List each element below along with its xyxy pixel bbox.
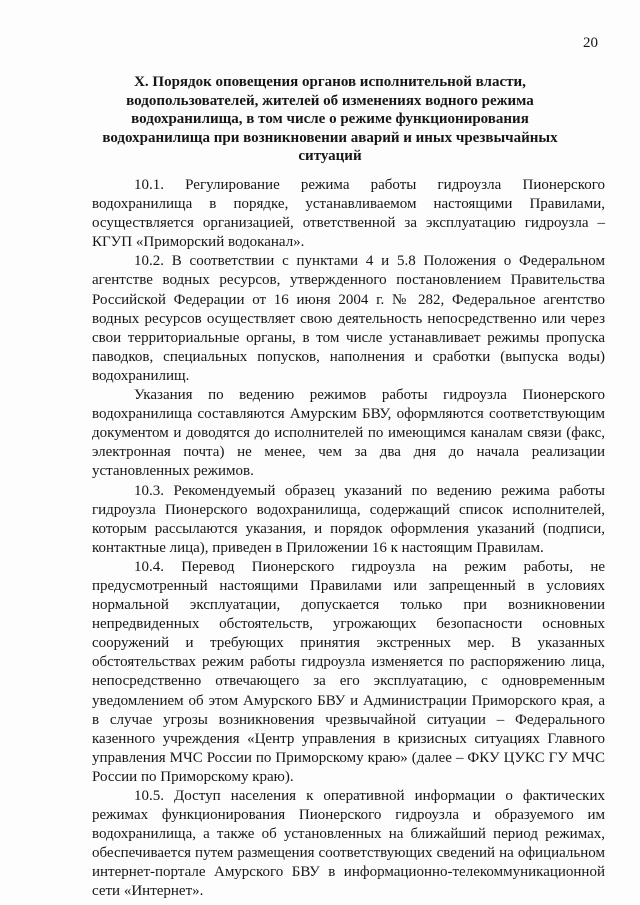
document-body [92, 176, 605, 902]
paragraph-10-3: 10.3. Рекомендуемый образец указаний по ведению режима работы гидроузла Пионерского водохранилища, содержащий список исполнителей, которым рассылаются указания, и порядок оформления указаний (подписи, контактные лица), приведен в Приложении 16 к настоящим Правилам. [92, 482, 605, 556]
paragraph-10-1: 10.1. Регулирование режима работы гидроузла Пионерского водохранилища в порядке, устанавливаемом настоящими Правилами, осуществляется организацией, ответственной за эксплуатацию гидроузла – КГУП «Приморский водоканал». [92, 177, 605, 251]
paragraph-10-5: 10.5. Доступ населения к оперативной информации о фактических режимах функционирования Пионерского гидроузла и образуемого им водохранилища, а также об установленных на ближайший период режимах, обеспечивается путем размещения соответствующих сведений на официальном интернет-портале Амурского БВУ в информационно-телекоммуникационной сети «Интернет». [92, 788, 605, 900]
paragraph-10-2: 10.2. В соответствии с пунктами 4 и 5.8 Положения о Федеральном агентстве водных ресурсов, утвержденного постановлением Правительства Российской Федерации от 16 июня 2004 г. № 282, Федеральное агентство водных ресурсов осуществляет свою деятельность непосредственно или через свои территориальные органы, в том числе устанавливает режимы пропуска паводков, специальных попусков, наполнения и сработки (выпуска воды) водохранилищ. [92, 253, 605, 384]
paragraph-instructions: Указания по ведению режимов работы гидроузла Пионерского водохранилища составляются Амурским БВУ, оформляются соответствующим документом и доводятся до исполнителей по имеющимся каналам связи (факс, электронная почта) не менее, чем за два дня до начала реализации установленных режимов. [92, 387, 605, 480]
page-number: 20 [583, 35, 598, 51]
section-title: X. Порядок оповещения органов исполнительной власти, водопользователей, жителей об изменениях водного режима водохранилища, в том числе о режиме функционирования водохранилища при возникновении аварий и иных чрезвычайных ситуаций [102, 74, 558, 164]
paragraph-10-4: 10.4. Перевод Пионерского гидроузла на режим работы, не предусмотренный настоящими Правилами или запрещенный в условиях нормальной эксплуатации, допускается только при возникновении непредвиденных обстоятельств, угрожающих безопасности основных сооружений и требующих принятия экстренных мер. В указанных обстоятельствах режим работы гидроузла изменяется по распоряжению лица, непосредственно отвечающего за его эксплуатацию, с одновременным уведомлением об этом Амурского БВУ и Администрации Приморского края, а в случае угрозы возникновения чрезвычайной ситуации – Федерального казенного учреждения «Центр управления в кризисных ситуациях Главного управления МЧС России по Приморскому краю» (далее – ФКУ ЦУКС ГУ МЧС России по Приморскому краю). [92, 558, 605, 785]
